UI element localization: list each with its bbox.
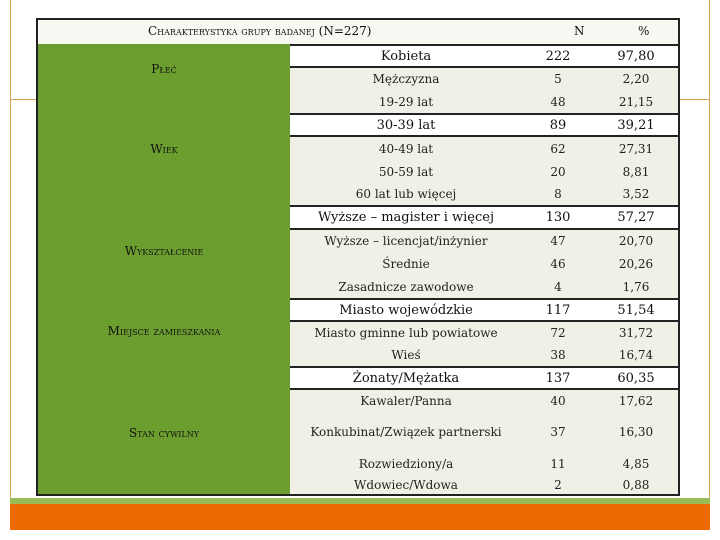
row-percent: 27,31 bbox=[618, 142, 654, 156]
row-n: 47 bbox=[550, 234, 566, 248]
table-row bbox=[290, 276, 678, 298]
row-category: Wyższe – magister i więcej bbox=[317, 210, 494, 225]
row-percent: 97,80 bbox=[617, 48, 655, 64]
row-percent: 2,20 bbox=[622, 72, 650, 86]
characteristics-table bbox=[36, 18, 680, 496]
row-percent: 1,76 bbox=[622, 280, 650, 294]
row-n: 46 bbox=[550, 257, 566, 271]
table-row bbox=[290, 137, 678, 161]
row-n: 137 bbox=[545, 370, 571, 386]
row-category: 19-29 lat bbox=[378, 94, 434, 109]
row-percent: 20,70 bbox=[618, 234, 654, 248]
row-percent: 8,81 bbox=[622, 165, 650, 179]
footer-orange-bar bbox=[10, 504, 710, 530]
table-row bbox=[290, 322, 678, 344]
row-category: Kawaler/Panna bbox=[360, 394, 452, 408]
group-label-gender: Płeć bbox=[151, 62, 177, 76]
table-row bbox=[290, 205, 678, 230]
row-percent: 60,35 bbox=[617, 370, 655, 386]
row-percent: 21,15 bbox=[618, 94, 654, 109]
header-percent: % bbox=[638, 24, 650, 38]
table-row bbox=[290, 366, 678, 390]
table-header bbox=[38, 20, 678, 46]
row-n: 62 bbox=[550, 142, 566, 156]
row-n: 38 bbox=[550, 348, 566, 362]
table-row bbox=[290, 298, 678, 322]
row-percent: 39,21 bbox=[617, 117, 655, 133]
row-percent: 4,85 bbox=[622, 457, 650, 471]
row-category: 40-49 lat bbox=[378, 142, 434, 156]
row-category: Zasadnicze zawodowe bbox=[338, 280, 474, 294]
row-n: 40 bbox=[550, 394, 566, 408]
row-category: 60 lat lub więcej bbox=[355, 187, 457, 201]
table-row bbox=[290, 161, 678, 183]
row-category: Wyższe – licencjat/inżynier bbox=[324, 234, 488, 248]
row-n: 117 bbox=[545, 302, 571, 318]
row-percent: 51,54 bbox=[617, 302, 655, 318]
row-category: Żonaty/Mężatka bbox=[352, 370, 460, 386]
table-row bbox=[290, 452, 678, 476]
row-percent: 17,62 bbox=[618, 394, 654, 408]
row-category: Mężczyzna bbox=[372, 72, 440, 86]
row-category: Kobieta bbox=[380, 48, 432, 64]
row-n: 48 bbox=[550, 94, 566, 109]
row-n: 222 bbox=[545, 48, 571, 64]
table-row bbox=[290, 183, 678, 205]
row-percent: 3,52 bbox=[622, 187, 650, 201]
row-n: 130 bbox=[545, 210, 571, 225]
table-row bbox=[290, 252, 678, 276]
header-n: N bbox=[574, 24, 585, 38]
row-n: 11 bbox=[550, 457, 566, 471]
row-category: Rozwiedziony/a bbox=[358, 457, 454, 471]
row-n: 20 bbox=[550, 165, 566, 179]
row-category: Miasto gminne lub powiatowe bbox=[314, 326, 498, 340]
row-category: Wdowiec/Wdowa bbox=[354, 478, 458, 492]
group-label-marital: Stan cywilny bbox=[128, 426, 200, 440]
row-percent: 31,72 bbox=[618, 326, 654, 340]
group-label-residence: Miejsce zamieszkania bbox=[107, 324, 221, 338]
table-row bbox=[290, 390, 678, 412]
row-category: Średnie bbox=[382, 257, 430, 271]
row-n: 37 bbox=[550, 425, 566, 439]
row-n: 89 bbox=[549, 117, 567, 133]
row-percent: 57,27 bbox=[617, 210, 655, 225]
row-category: Miasto wojewódzkie bbox=[339, 302, 473, 318]
row-n: 4 bbox=[554, 280, 562, 294]
row-category: Konkubinat/Związek partnerski bbox=[310, 425, 502, 439]
table-row bbox=[290, 412, 678, 452]
row-n: 5 bbox=[554, 72, 562, 86]
table-row bbox=[290, 476, 678, 494]
row-percent: 16,74 bbox=[618, 348, 654, 362]
row-category: 50-59 lat bbox=[378, 165, 434, 179]
row-n: 72 bbox=[550, 326, 566, 340]
table-row bbox=[290, 230, 678, 252]
table-row bbox=[290, 113, 678, 137]
table-title: Charakterystyka grupy badanej (N=227) bbox=[148, 24, 372, 38]
row-category: Wieś bbox=[391, 348, 421, 362]
row-percent: 0,88 bbox=[622, 478, 650, 492]
group-label-education: Wykształcenie bbox=[124, 244, 204, 258]
row-percent: 20,26 bbox=[618, 257, 654, 271]
row-n: 8 bbox=[554, 187, 562, 201]
table-row bbox=[290, 344, 678, 366]
row-category: 30-39 lat bbox=[376, 117, 436, 133]
group-label-age: Wiek bbox=[150, 142, 178, 156]
table-row bbox=[290, 90, 678, 113]
table-row bbox=[290, 68, 678, 90]
table-row bbox=[290, 44, 678, 68]
row-percent: 16,30 bbox=[618, 425, 654, 439]
row-n: 2 bbox=[554, 478, 562, 492]
